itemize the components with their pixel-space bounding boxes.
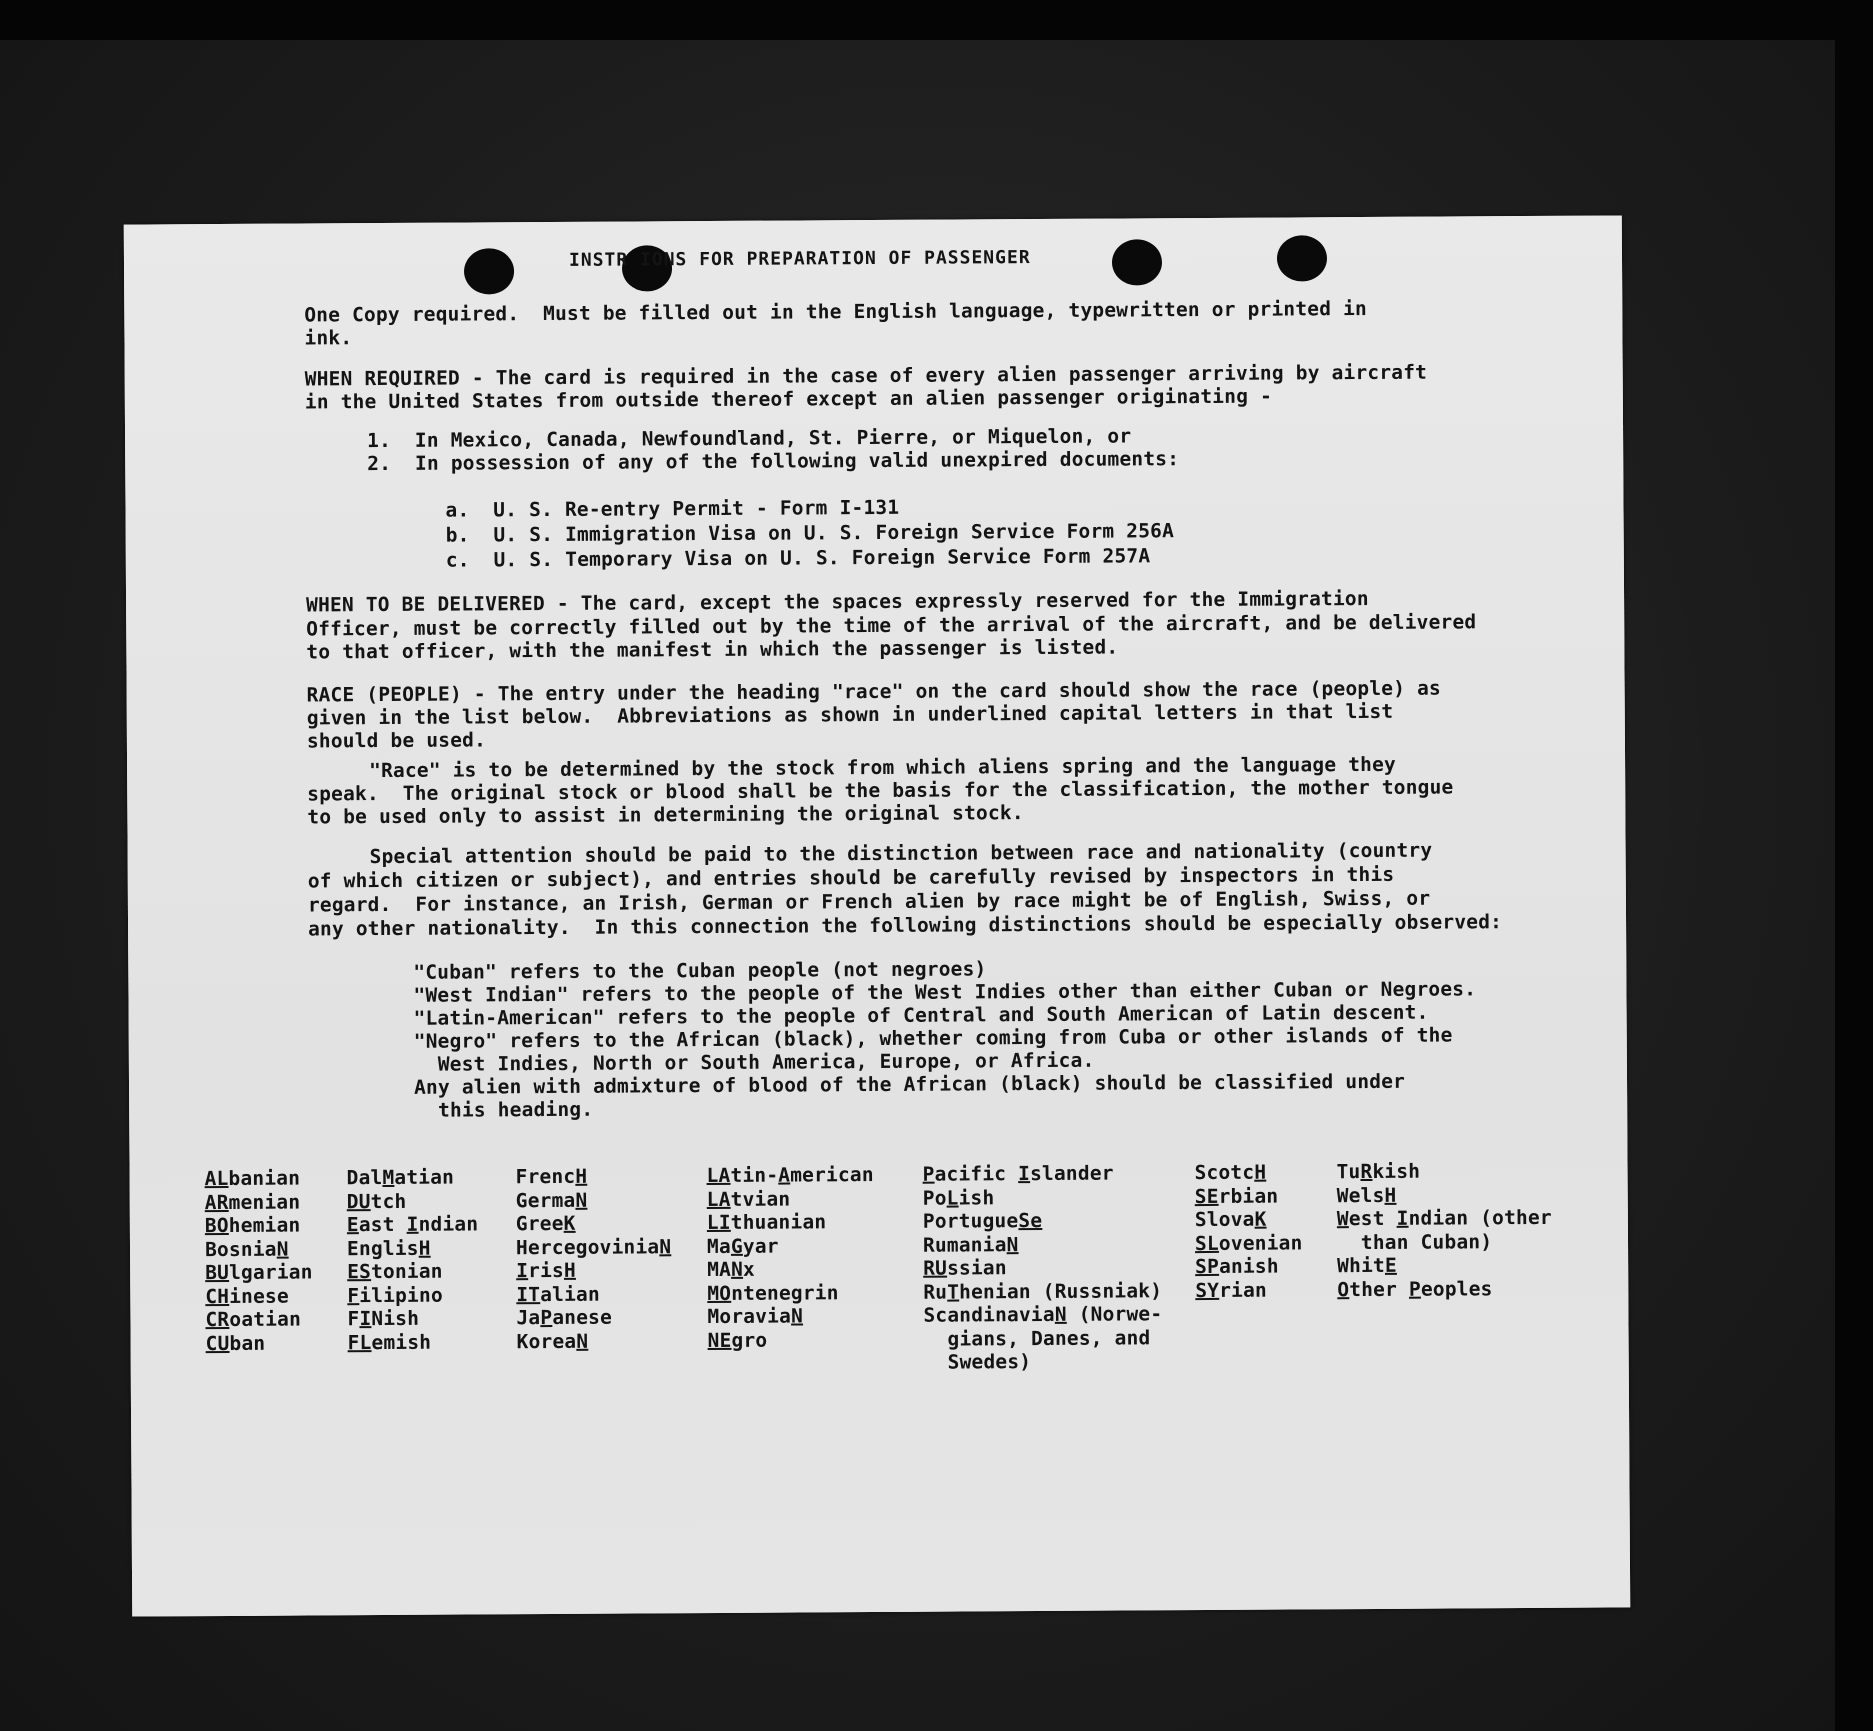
race-abbreviation: RU <box>923 1256 948 1280</box>
race-item: BOhemian <box>204 1213 301 1238</box>
distinction-line: West Indies, North or South America, Europe, or Africa. <box>413 1048 1095 1076</box>
document-item: a. U. S. Re-entry Permit - Form I-131 <box>445 495 900 522</box>
race-abbreviation: NE <box>707 1328 732 1352</box>
race-people-line: should be used. <box>306 728 487 753</box>
race-abbreviation: SY <box>1195 1278 1220 1302</box>
race-abbreviation: IT <box>516 1282 541 1306</box>
race-item: BosniaN <box>204 1237 289 1261</box>
race-item: RUssian <box>923 1256 1007 1280</box>
when-required-line: in the United States from outside thereof except an alien passenger originating - <box>304 384 1273 414</box>
race-item: LAtin-American <box>706 1163 874 1188</box>
race-item: SPanish <box>1195 1254 1279 1279</box>
race-item: DUtch <box>346 1189 407 1213</box>
race-abbreviation: LA <box>706 1163 731 1188</box>
race-abbreviation: L <box>946 1186 959 1210</box>
race-item: SYrian <box>1195 1278 1268 1302</box>
scan-right-border <box>1835 0 1873 1731</box>
distinction-line: "Latin-American" refers to the people of Central and South American of Latin descent. <box>413 1000 1429 1030</box>
race-item: ALbanian <box>204 1166 301 1191</box>
race-abbreviation: I <box>359 1307 372 1331</box>
race-item: HercegoviniaN <box>515 1234 672 1259</box>
race-definition-line: speak. The original stock or blood shall be the basis for the classification, the mother tongue <box>307 775 1454 806</box>
race-item: SErbian <box>1194 1184 1279 1208</box>
when-delivered-line: WHEN TO BE DELIVERED - The card, except the spaces expressly reserved for the Immigration <box>306 586 1369 617</box>
race-abbreviation: N <box>575 1188 588 1212</box>
intro-line: One Copy required. Must be filled out in the English language, typewritten or printed in <box>304 296 1368 327</box>
scan-top-border <box>0 0 1873 40</box>
race-abbreviation: SE <box>1194 1184 1219 1208</box>
document-item: b. U. S. Immigration Visa on U. S. Foreign Service Form 256A <box>445 519 1175 547</box>
race-item: EnglisH <box>346 1236 431 1260</box>
special-attention-line: regard. For instance, an Irish, German or French alien by race might be of English, Swiss, or <box>307 886 1431 917</box>
race-item: MoraviaN <box>707 1304 804 1329</box>
race-item: WhitE <box>1337 1253 1397 1278</box>
race-item: LIthuanian <box>706 1210 827 1235</box>
document-page <box>124 215 1630 1616</box>
race-abbreviation: SP <box>1195 1254 1220 1279</box>
race-abbreviation: I <box>1396 1206 1409 1230</box>
race-abbreviation: P <box>540 1305 553 1330</box>
distinction-line: Any alien with admixture of blood of the African (black) should be classified under <box>413 1069 1406 1099</box>
race-item: MOntenegrin <box>707 1280 839 1305</box>
race-abbreviation: N <box>276 1237 289 1261</box>
race-list <box>205 1159 1606 1408</box>
race-item: WelsH <box>1336 1183 1397 1207</box>
numbered-item: 1. In Mexico, Canada, Newfoundland, St. Pierre, or Miquelon, or <box>367 424 1132 453</box>
document-item: c. U. S. Temporary Visa on U. S. Foreign Service Form 257A <box>445 544 1151 572</box>
race-item: ARmenian <box>204 1190 301 1214</box>
race-abbreviation: N <box>790 1304 804 1328</box>
race-abbreviation: O <box>1337 1277 1350 1301</box>
race-abbreviation: ES <box>347 1260 372 1284</box>
race-abbreviation: M <box>382 1165 395 1190</box>
race-item: RumaniaN <box>922 1232 1019 1257</box>
race-abbreviation: H <box>1254 1160 1267 1184</box>
race-abbreviation: I <box>1018 1162 1031 1186</box>
race-abbreviation: FL <box>347 1330 372 1354</box>
race-abbreviation: LA <box>706 1187 731 1211</box>
race-abbreviation: BU <box>205 1260 230 1285</box>
when-required-line: WHEN REQUIRED - The card is required in the case of every alien passenger arriving by aircraft <box>304 360 1428 391</box>
race-item: DalMatian <box>346 1165 455 1190</box>
race-abbreviation: N <box>1054 1302 1067 1326</box>
document-title: INSTR IONS FOR PREPARATION OF PASSENGER <box>568 247 1031 271</box>
race-abbreviation: H <box>575 1164 588 1188</box>
race-item: GermaN <box>515 1188 588 1212</box>
race-column <box>1337 1159 1598 1302</box>
race-abbreviation: AL <box>204 1166 229 1191</box>
race-item: JaPanese <box>516 1305 613 1330</box>
race-abbreviation: H <box>1384 1183 1397 1207</box>
race-abbreviation: CH <box>205 1284 230 1308</box>
race-abbreviation: BO <box>204 1213 229 1238</box>
numbered-item: 2. In possession of any of the following valid unexpired documents: <box>367 447 1180 476</box>
race-abbreviation: Se <box>1018 1208 1043 1233</box>
race-abbreviation: T <box>947 1280 960 1304</box>
race-column <box>923 1161 1204 1374</box>
race-abbreviation: LI <box>706 1210 731 1235</box>
race-item: SlovaK <box>1194 1207 1267 1232</box>
race-abbreviation: CU <box>205 1331 230 1355</box>
race-item: SLovenian <box>1194 1230 1303 1255</box>
distinction-line: this heading. <box>414 1097 594 1122</box>
race-item: EStonian <box>347 1259 443 1284</box>
race-abbreviation: K <box>563 1211 576 1235</box>
race-item: ITalian <box>516 1282 600 1306</box>
race-abbreviation: I <box>516 1259 529 1283</box>
race-item: West Indian (other <box>1336 1205 1552 1231</box>
race-item: IrisH <box>516 1258 576 1283</box>
race-abbreviation: N <box>659 1234 672 1258</box>
race-abbreviation: K <box>1254 1207 1267 1231</box>
race-abbreviation: E <box>346 1213 359 1237</box>
race-abbreviation: DU <box>346 1189 371 1213</box>
race-abbreviation: N <box>576 1329 589 1353</box>
race-abbreviation: CR <box>205 1307 230 1332</box>
document-text <box>124 215 1630 1616</box>
race-abbreviation: P <box>1408 1277 1421 1301</box>
race-item: FINish <box>347 1306 420 1331</box>
race-item: CHinese <box>205 1284 289 1308</box>
race-item: gians, Danes, and <box>923 1325 1151 1351</box>
race-item: MaGyar <box>706 1234 779 1258</box>
race-column <box>707 1163 948 1352</box>
race-abbreviation: AR <box>204 1190 229 1214</box>
intro-line: ink. <box>304 326 353 350</box>
race-people-line: given in the list below. Abbreviations as shown in underlined capital letters in that list <box>306 699 1394 730</box>
race-definition-line: "Race" is to be determined by the stock from which aliens spring and the language they <box>369 752 1396 783</box>
race-item: ScotcH <box>1194 1160 1267 1185</box>
race-item: Pacific Islander <box>922 1161 1114 1186</box>
race-item: CRoatian <box>205 1307 302 1332</box>
race-item: Swedes) <box>923 1350 1032 1374</box>
race-item: ScandinaviaN (Norwe- <box>923 1302 1163 1327</box>
distinction-line: "Negro" refers to the African (black), whether coming from Cuba or other islands of the <box>413 1023 1453 1053</box>
special-attention-line: any other nationality. In this connection the following distinctions should be especially observed: <box>307 910 1503 941</box>
race-item: FrencH <box>515 1164 588 1189</box>
race-abbreviation: F <box>347 1283 360 1307</box>
distinction-line: "Cuban" refers to the Cuban people (not negroes) <box>413 957 987 984</box>
race-abbreviation: W <box>1336 1207 1349 1231</box>
race-item: RuThenian (Russniak) <box>923 1278 1163 1304</box>
when-delivered-line: Officer, must be correctly filled out by the time of the arrival of the aircraft, and be delivered <box>306 610 1477 641</box>
race-item: FLemish <box>347 1330 432 1354</box>
race-item: Filipino <box>347 1283 443 1307</box>
special-attention-line: of which citizen or subject), and entries should be carefully revised by inspectors in this <box>307 862 1395 893</box>
race-item: TuRkish <box>1336 1159 1421 1184</box>
race-abbreviation: H <box>418 1236 431 1260</box>
race-people-line: RACE (PEOPLE) - The entry under the heading "race" on the card should show the race (people) as <box>306 676 1442 707</box>
race-item: East Indian <box>346 1212 479 1237</box>
race-abbreviation: H <box>563 1258 576 1282</box>
race-abbreviation: G <box>730 1234 743 1258</box>
race-abbreviation: P <box>922 1162 935 1186</box>
race-item: CUban <box>205 1331 266 1355</box>
race-item: GreeK <box>515 1211 576 1236</box>
special-attention-line: Special attention should be paid to the distinction between race and nationality (country <box>369 838 1433 869</box>
race-item: than Cuban) <box>1336 1229 1493 1254</box>
race-abbreviation: SL <box>1194 1231 1219 1255</box>
race-abbreviation: MO <box>707 1281 732 1305</box>
race-abbreviation: I <box>406 1212 419 1236</box>
race-definition-line: to be used only to assist in determining the original stock. <box>307 801 1024 829</box>
when-delivered-line: to that officer, with the manifest in which the passenger is listed. <box>306 635 1119 664</box>
race-item: KoreaN <box>516 1329 589 1353</box>
race-item: PortugueSe <box>922 1208 1043 1233</box>
race-abbreviation: A <box>778 1163 791 1187</box>
race-item: Other Peoples <box>1337 1276 1493 1301</box>
race-item: NEgro <box>707 1328 768 1352</box>
race-abbreviation: E <box>1384 1253 1397 1277</box>
race-item: PoLish <box>922 1185 995 1210</box>
race-abbreviation: N <box>730 1257 744 1281</box>
race-item: MANx <box>707 1257 756 1282</box>
race-abbreviation: R <box>1360 1159 1373 1184</box>
distinction-line: "West Indian" refers to the people of the West Indies other than either Cuban or Negroes. <box>413 977 1477 1007</box>
race-item: BUlgarian <box>205 1260 313 1285</box>
race-abbreviation: N <box>1006 1232 1019 1256</box>
race-item: LAtvian <box>706 1187 791 1211</box>
